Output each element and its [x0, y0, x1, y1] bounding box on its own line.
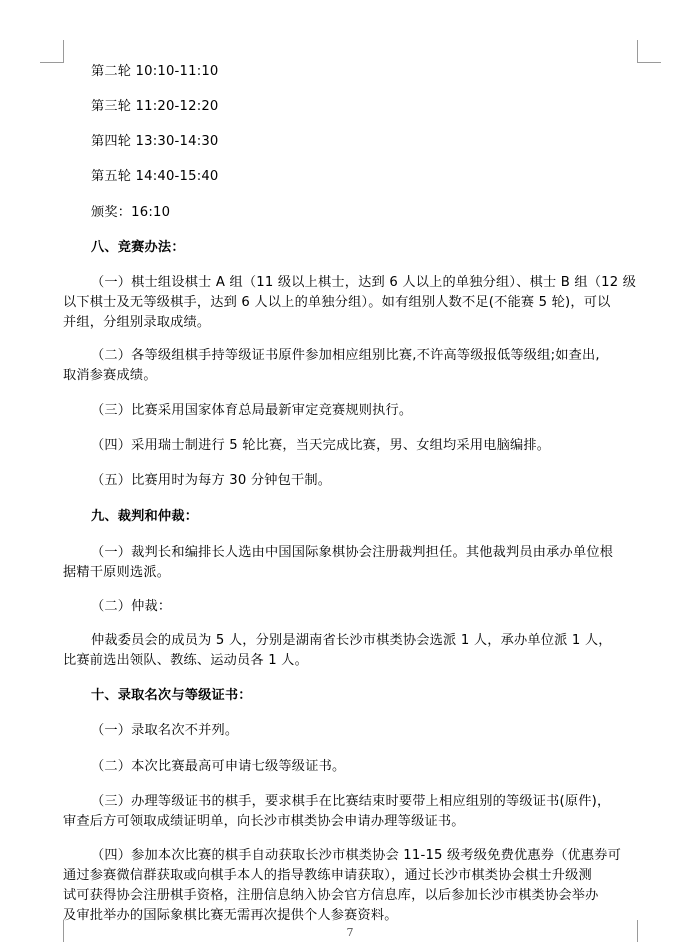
paragraph-line: 试可获得协会注册棋手资格，注册信息纳入协会官方信息库，以后参加长沙市棋类协会举办	[63, 888, 599, 903]
section-heading-ranking-certificates: 十、录取名次与等级证书：	[91, 688, 252, 703]
paragraph: （五）比赛用时为每方 30 分钟包干制。	[91, 473, 332, 488]
paragraph-line: （三）办理等级证书的棋手，要求棋手在比赛结束时要带上相应组别的等级证书(原件)，	[91, 794, 611, 809]
schedule-round-4: 第四轮 13:30-14:30	[91, 134, 219, 149]
paragraph-line: （一）棋士组设棋士 A 组（11 级以上棋士，达到 6 人以上的单独分组）、棋士 B 组（12 级	[91, 275, 637, 290]
section-heading-competition-method: 八、竞赛办法：	[91, 240, 185, 255]
paragraph	[63, 273, 641, 333]
paragraph: （二）本次比赛最高可申请七级等级证书。	[91, 759, 346, 774]
paragraph: （二）仲裁：	[91, 599, 172, 614]
crop-mark	[40, 62, 64, 63]
paragraph-line: （一）裁判长和编排长人选由中国国际象棋协会注册裁判担任。其他裁判员由承办单位根	[91, 545, 614, 560]
paragraph: （一）录取名次不并列。	[91, 723, 239, 738]
page-number: 7	[346, 926, 354, 939]
paragraph	[63, 631, 641, 671]
crop-mark	[637, 40, 638, 63]
paragraph-line: 及审批举办的国际象棋比赛无需再次提供个人参赛资料。	[63, 908, 398, 923]
crop-mark	[63, 40, 64, 63]
paragraph-line: 取消参赛成绩。	[63, 368, 157, 383]
paragraph-line: 通过参赛微信群获取或向棋手本人的指导教练申请获取），通过长沙市棋类协会棋士升级测	[63, 868, 592, 883]
paragraph-line: 并组，分组别录取成绩。	[63, 315, 211, 330]
schedule-round-2: 第二轮 10:10-11:10	[91, 64, 219, 79]
paragraph-line: 仲裁委员会的成员为 5 人，分别是湖南省长沙市棋类协会选派 1 人，承办单位派 1 人，	[91, 633, 612, 648]
paragraph-line: 据精干原则选派。	[63, 565, 171, 580]
paragraph	[63, 543, 641, 583]
paragraph: （三）比赛采用国家体育总局最新审定竞赛规则执行。	[91, 403, 413, 418]
schedule-award: 颁奖：16:10	[91, 205, 171, 220]
paragraph: （四）采用瑞士制进行 5 轮比赛，当天完成比赛，男、女组均采用电脑编排。	[91, 438, 551, 453]
paragraph-line: （二）各等级组棋手持等级证书原件参加相应组别比赛,不许高等级报低等级组;如查出,	[91, 348, 600, 363]
paragraph-line: （四）参加本次比赛的棋手自动获取长沙市棋类协会 11-15 级考级免费优惠券（优惠券可	[91, 848, 622, 863]
paragraph-line: 比赛前选出领队、教练、运动员各 1 人。	[63, 653, 308, 668]
paragraph-line: 以下棋士及无等级棋手，达到 6 人以上的单独分组）。如有组别人数不足(不能赛 5 轮)，可以	[63, 295, 611, 310]
paragraph	[63, 846, 641, 926]
paragraph-line: 审查后方可领取成绩证明单，向长沙市棋类协会申请办理等级证书。	[63, 814, 465, 829]
schedule-round-5: 第五轮 14:40-15:40	[91, 169, 219, 184]
paragraph	[63, 346, 641, 386]
schedule-round-3: 第三轮 11:20-12:20	[91, 99, 219, 114]
section-heading-referee-arbitration: 九、裁判和仲裁：	[91, 509, 199, 524]
paragraph	[63, 792, 641, 832]
